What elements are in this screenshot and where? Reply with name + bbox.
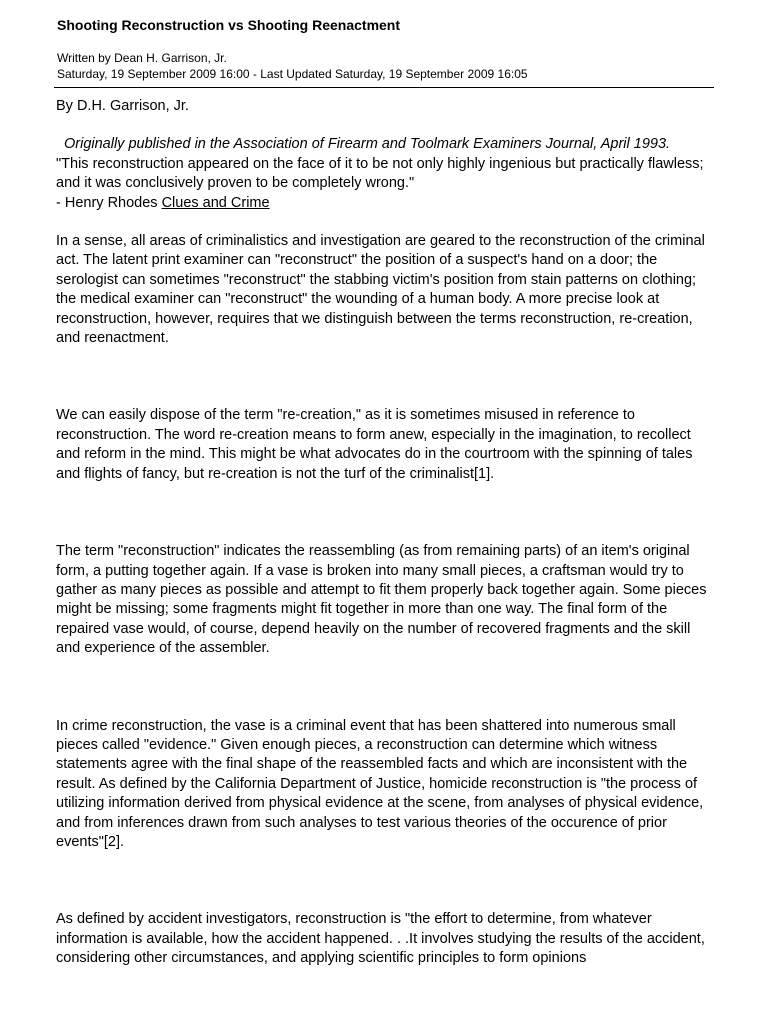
originally-published-note: [56, 135, 718, 154]
quote-source-link[interactable]: Clues and Crime: [161, 194, 270, 211]
quote-attribution-prefix: - Henry Rhodes: [56, 194, 162, 211]
originally-published-text: Originally published in the Association of Firearm and Toolmark Examiners Journal, April 1993.: [64, 136, 671, 153]
byline: By D.H. Garrison, Jr.: [56, 98, 189, 114]
article-body: [56, 97, 718, 969]
quote-attribution: [56, 194, 718, 213]
spacer: [56, 348, 718, 406]
paragraph: As defined by accident investigators, reconstruction is "the effort to determine, from whatever information is available, how the accident happened. . .It involves studying the results of the accident, considering other circumstances, and applying scientific principles to form opinions: [56, 911, 705, 967]
article-title: Shooting Reconstruction vs Shooting Reenactment: [57, 17, 401, 33]
article-meta: [57, 50, 528, 82]
paragraph: We can easily dispose of the term "re-creation," as it is sometimes misused in reference to reconstruction. The word re-creation means to form anew, especially in the imagination, to recollect and reform in the mind. This might be what advocates do in the courtroom with the spinning of tales and flights of fancy, but re-creation is not the turf of the criminalist[1].: [56, 407, 693, 482]
spacer: [56, 659, 718, 717]
author-line: Written by Dean H. Garrison, Jr.: [57, 51, 227, 65]
spacer: [56, 852, 718, 910]
paragraph: The term "reconstruction" indicates the reassembling (as from remaining parts) of an item's original form, a putting together again. If a vase is broken into many small pieces, a craftsman would try to gather as many pieces as possible and attempt to fit them properly back together again. Some pieces might be missing; some fragments might fit together in more than one way. The final form of the repaired vase would, of course, depend heavily on the number of recovered fragments and the skill and experience of the assembler.: [56, 543, 707, 657]
date-line: Saturday, 19 September 2009 16:00 - Last Updated Saturday, 19 September 2009 16:05: [57, 67, 528, 81]
spacer: [56, 213, 718, 232]
spacer: [56, 484, 718, 542]
paragraph: In a sense, all areas of criminalistics and investigation are geared to the reconstruction of the criminal act. The latent print examiner can "reconstruct" the position of a suspect's hand on a door; the serologist can sometimes "reconstruct" the stabbing victim's position from stain patterns on clothing; the medical examiner can "reconstruct" the wounding of a human body. A more precise look at reconstruction, however, requires that we distinguish between the terms reconstruction, re-creation, and reenactment.: [56, 233, 705, 347]
header-divider: [54, 87, 714, 88]
epigraph-quote: "This reconstruction appeared on the face of it to be not only highly ingenious but practically flawless; and it was conclusively proven to be completely wrong.": [56, 155, 704, 192]
paragraph: In crime reconstruction, the vase is a criminal event that has been shattered into numerous small pieces called "evidence." Given enough pieces, a reconstruction can determine which witness statements agree with the final shape of the reassembled facts and which are inconsistent with the result. As defined by the California Department of Justice, homicide reconstruction is "the process of utilizing information derived from physical evidence at the scene, from analyses of physical evidence, and from inferences drawn from such analyses to test various theories of the occurence of prior events"[2].: [56, 717, 704, 850]
